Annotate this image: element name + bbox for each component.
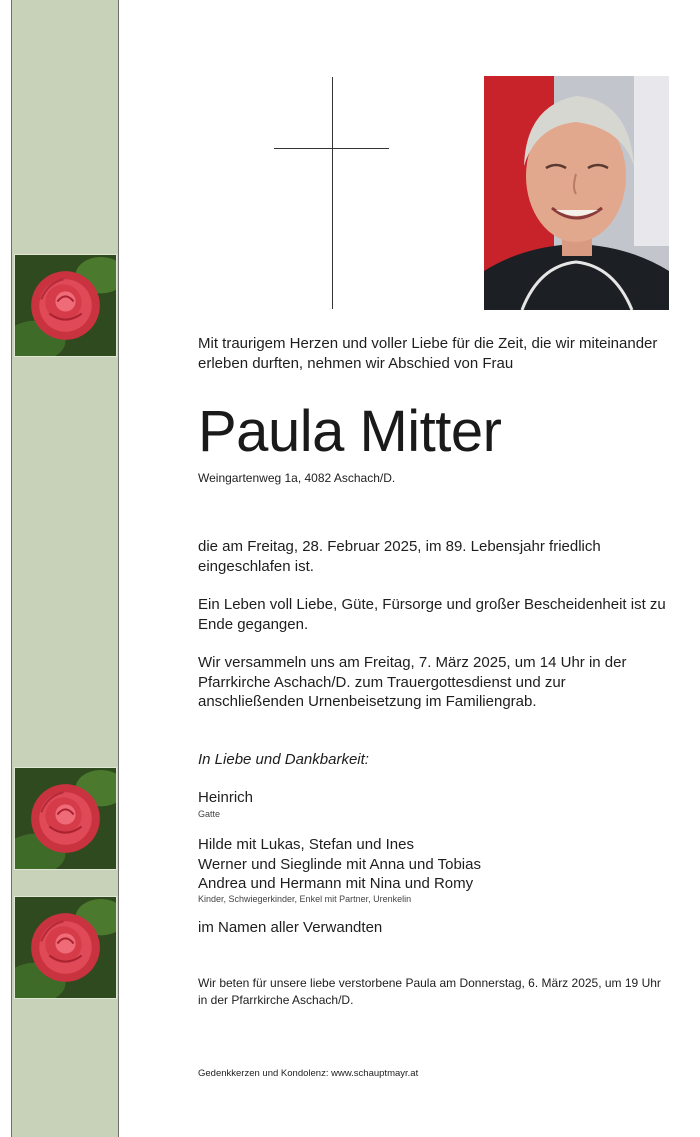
funeral-paragraph: Wir versammeln uns am Freitag, 7. März 2025, um 14 Uhr in der Pfarrkirche Aschach/D. zum Trauergottesdienst und zur anschließenden Urnenbeisetzung im Familiengrab. [198,654,627,710]
thanks-heading: In Liebe und Dankbarkeit: [198,751,369,768]
portrait-photo [484,76,669,310]
cross-vertical-bar [332,77,333,309]
deceased-name: Paula Mitter [198,399,502,464]
children-list [198,835,481,894]
list-item: Werner und Sieglinde mit Anna und Tobias [198,855,481,873]
rose-image [14,254,117,357]
list-item: Hilde mit Lukas, Stefan und Ines [198,836,414,853]
list-item: Andrea und Hermann mit Nina und Romy [198,875,474,892]
passing-paragraph: die am Freitag, 28. Februar 2025, im 89. Lebensjahr friedlich eingeschlafen ist. [198,538,601,575]
prayer-text: Wir beten für unsere liebe verstorbene Paula am Donnerstag, 6. März 2025, um 19 Uhr in der Pfarrkirche Aschach/D. [198,976,661,1007]
condolence-text: Gedenkkerzen und Kondolenz: www.schauptmayr.at [198,1068,419,1079]
rose-image [14,896,117,999]
life-paragraph: Ein Leben voll Liebe, Güte, Fürsorge und großer Bescheidenheit ist zu Ende gegangen. [198,596,666,633]
address-text: Weingartenweg 1a, 4082 Aschach/D. [198,471,396,485]
spouse-role: Gatte [198,809,221,819]
rose-image [14,767,117,870]
relatives-text: im Namen aller Verwandten [198,919,383,936]
intro-text: Mit traurigem Herzen und voller Liebe für die Zeit, die wir miteinander erleben durften, nehmen wir Abschied von Frau [198,335,658,372]
children-role: Kinder, Schwiegerkinder, Enkel mit Partner, Urenkelin [198,894,412,904]
spouse-name: Heinrich [198,789,254,806]
cross-horizontal-bar [274,148,389,149]
